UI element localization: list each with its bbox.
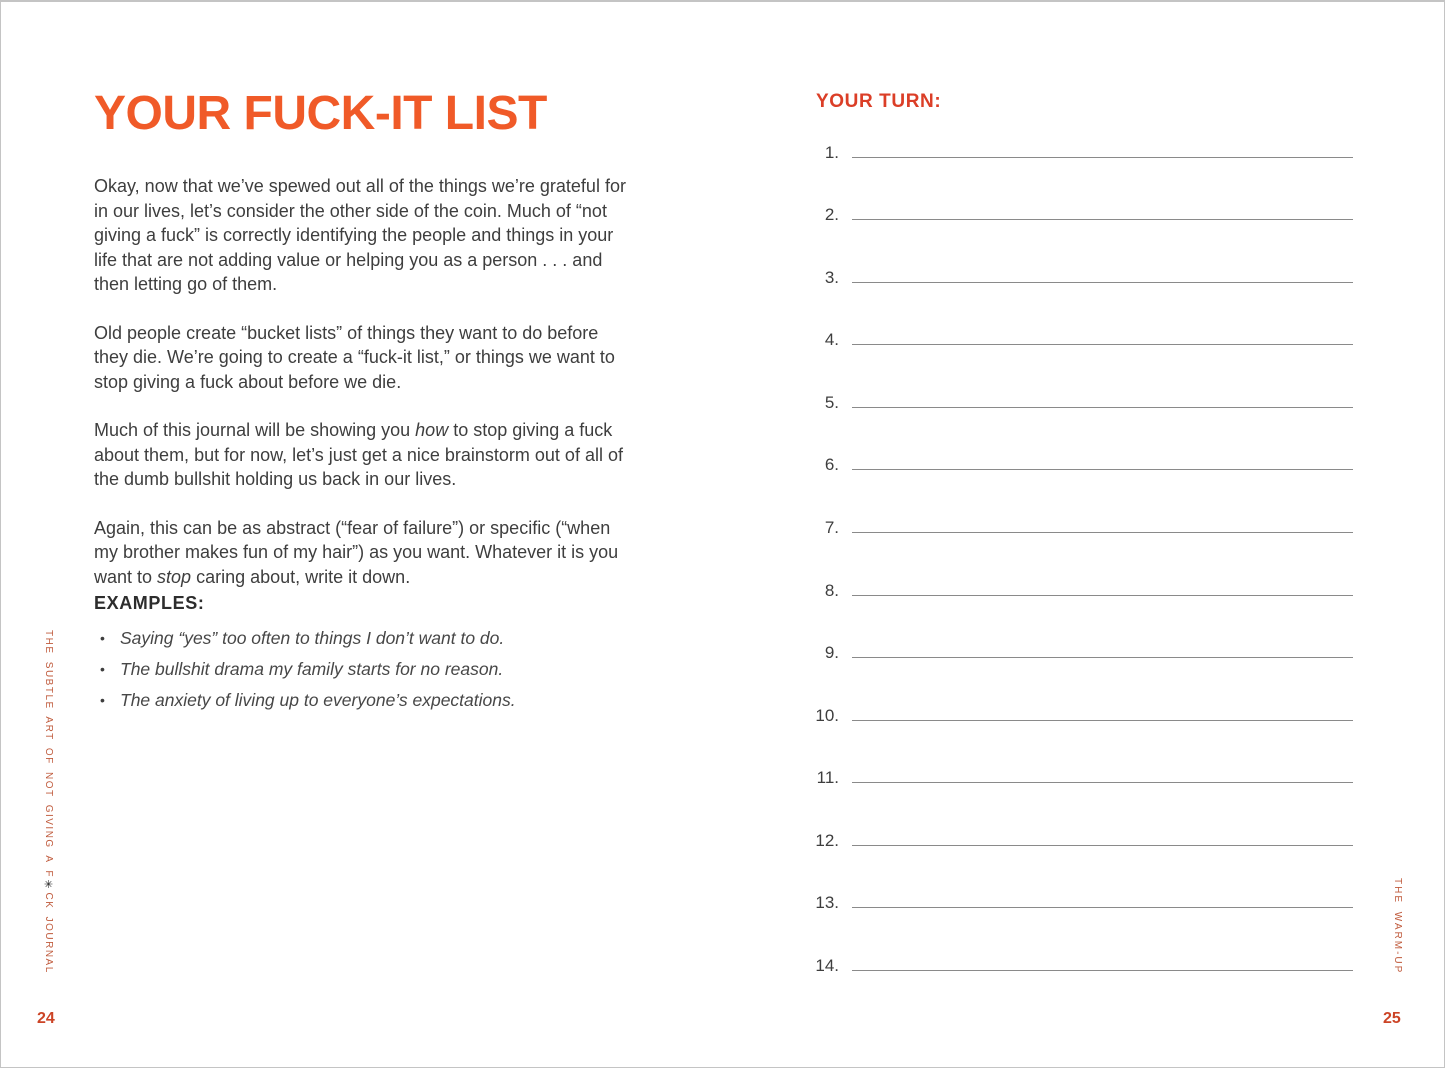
paragraph-abstract-specific: Again, this can be as abstract (“fear of failure”) or specific (“when my brother makes fun of my hair”) as you want. Whatever it is you want to stop caring about, write it down.	[94, 517, 619, 587]
list-number: 2.	[824, 205, 839, 225]
examples-list	[94, 626, 639, 719]
writing-line[interactable]	[852, 469, 1353, 470]
example-item	[94, 688, 639, 712]
writing-line[interactable]	[852, 282, 1353, 283]
page-title: YOUR FUCK-IT LIST	[94, 87, 547, 140]
list-number: 11.	[816, 768, 839, 788]
list-row	[809, 601, 1353, 664]
writing-line[interactable]	[852, 970, 1353, 971]
list-number: 13.	[815, 893, 839, 913]
writing-line[interactable]	[852, 657, 1353, 658]
list-row	[809, 288, 1353, 351]
bullet-icon: •	[100, 661, 105, 677]
list-number: 8.	[824, 580, 839, 600]
paragraph-intro: Okay, now that we’ve spewed out all of the things we’re grateful for in our lives, let’s consider the other side of the coin. Much of “not giving a fuck” is correctly identifying the people and things in your life that are not adding value or helping you as a person . . . and then letting go of them.	[94, 176, 626, 294]
example-item	[94, 657, 639, 681]
body-copy	[94, 174, 632, 613]
list-number: 12.	[815, 830, 839, 850]
list-row	[809, 726, 1353, 789]
list-row	[809, 663, 1353, 726]
right-margin-chapter-title: THE WARM-UP	[1392, 878, 1403, 975]
your-turn-heading: YOUR TURN:	[816, 91, 942, 112]
writing-line[interactable]	[852, 907, 1353, 908]
list-number: 7.	[824, 517, 839, 537]
writing-line[interactable]	[852, 532, 1353, 533]
writing-line[interactable]	[852, 219, 1353, 220]
writing-line[interactable]	[852, 595, 1353, 596]
writing-line[interactable]	[852, 845, 1353, 846]
fuck-it-list	[809, 100, 1353, 976]
writing-line[interactable]	[852, 720, 1353, 721]
list-row	[809, 225, 1353, 288]
left-margin-book-title	[41, 630, 55, 974]
writing-line[interactable]	[852, 344, 1353, 345]
list-number: 5.	[824, 392, 839, 412]
example-text: The anxiety of living up to everyone’s expectations.	[120, 690, 516, 710]
list-number: 14.	[815, 955, 839, 975]
writing-line[interactable]	[852, 157, 1353, 158]
list-row	[809, 788, 1353, 851]
examples-heading: EXAMPLES:	[94, 593, 205, 613]
book-title-suffix: CK JOURNAL	[43, 892, 54, 974]
list-row	[809, 851, 1353, 914]
paragraph-journal-how: Much of this journal will be showing you how to stop giving a fuck about them, but for now, let’s just get a nice brainstorm out of all of the dumb bullshit holding us back in our lives.	[94, 420, 623, 489]
paragraph-bucket-lists: Old people create “bucket lists” of things they want to do before they die. We’re going to create a “fuck-it list,” or things we want to stop giving a fuck about before we die.	[94, 322, 615, 392]
list-row	[809, 100, 1353, 163]
list-number: 1.	[824, 142, 839, 162]
star-icon: ✳	[42, 877, 54, 893]
example-item	[94, 626, 639, 650]
example-text: Saying “yes” too often to things I don’t want to do.	[120, 628, 505, 648]
book-title-prefix: THE SUBTLE ART OF NOT GIVING A F	[43, 630, 54, 878]
list-number: 4.	[824, 330, 839, 350]
list-number: 10.	[815, 705, 839, 725]
list-number: 6.	[824, 455, 839, 475]
list-row	[809, 913, 1353, 976]
list-number: 3.	[824, 267, 839, 287]
list-number: 9.	[824, 643, 839, 663]
list-row	[809, 413, 1353, 476]
list-row	[809, 538, 1353, 601]
list-row	[809, 350, 1353, 413]
bullet-icon: •	[100, 630, 105, 646]
list-row	[809, 163, 1353, 226]
bullet-icon: •	[100, 692, 105, 708]
page-number-left: 24	[37, 1010, 55, 1027]
list-row	[809, 475, 1353, 538]
writing-line[interactable]	[852, 407, 1353, 408]
writing-line[interactable]	[852, 782, 1353, 783]
page-number-right: 25	[1383, 1010, 1401, 1027]
example-text: The bullshit drama my family starts for no reason.	[120, 659, 504, 679]
